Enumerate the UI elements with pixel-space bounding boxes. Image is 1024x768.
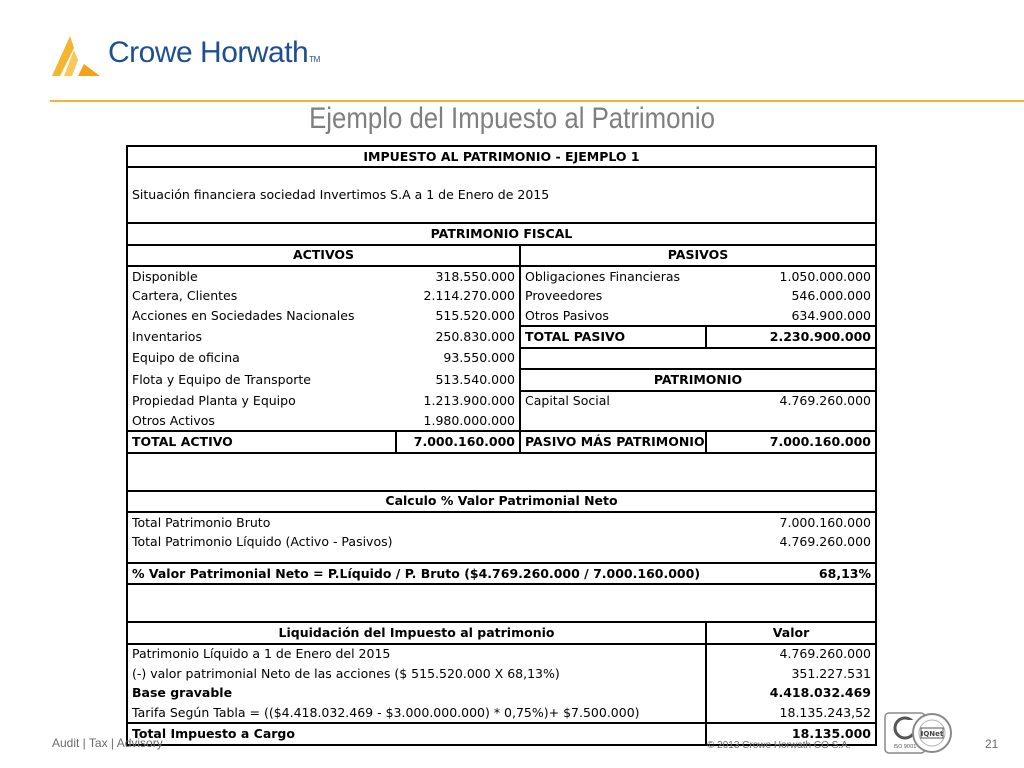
footer-tagline: Audit | Tax | Advisory	[52, 736, 163, 750]
total-pasivo-label: TOTAL PASIVO	[520, 326, 706, 347]
vpn-value: 68,13%	[706, 563, 875, 584]
pasivo-value: 1.050.000.000	[779, 268, 871, 284]
vpn-label: % Valor Patrimonial Neto = P.Líquido / P. Bruto ($4.769.260.000 / 7.000.160.000)	[128, 563, 706, 584]
activo-label: Cartera, Clientes	[132, 288, 238, 304]
total-activo-label: TOTAL ACTIVO	[128, 431, 396, 452]
table-row	[128, 512, 875, 532]
iqnet-certification-icon	[911, 712, 953, 754]
pasivo-label: Proveedores	[520, 287, 706, 306]
page-title: Ejemplo del Impuesto al Patrimonio	[309, 102, 715, 135]
activo-label: Disponible	[132, 268, 198, 284]
activo-value: 318.550.000	[435, 268, 515, 284]
liq-value: 4.769.260.000	[706, 644, 875, 664]
activo-value: 93.550.000	[443, 350, 515, 366]
pasivo-value	[706, 348, 875, 369]
pasivo-label: Obligaciones Financieras	[520, 266, 706, 286]
liq-label: Patrimonio Líquido a 1 de Enero del 2015	[132, 646, 391, 662]
total-pasivo-value: 2.230.900.000	[706, 326, 875, 347]
table-row	[128, 266, 875, 286]
bruto-label: Total Patrimonio Bruto	[132, 514, 271, 530]
activo-label: Propiedad Planta y Equipo	[132, 392, 296, 408]
liq-label: Base gravable	[132, 685, 233, 701]
table-row	[128, 369, 875, 390]
activo-label: Equipo de oficina	[132, 350, 240, 366]
table-row	[128, 532, 875, 551]
table-row	[128, 411, 875, 431]
table-heading: IMPUESTO AL PATRIMONIO - EJEMPLO 1	[128, 147, 875, 167]
liq-value: 351.227.531	[706, 664, 875, 683]
activo-value: 513.540.000	[435, 371, 515, 387]
total-cargo-value: 18.135.000	[706, 723, 875, 743]
activo-value: 1.980.000.000	[423, 412, 515, 428]
total-activo-value: 7.000.160.000	[396, 431, 520, 452]
crowe-horwath-logo-icon	[50, 34, 102, 78]
total-cargo-label: Total Impuesto a Cargo	[128, 723, 706, 743]
pasivo-label: Otros Pasivos	[520, 306, 706, 326]
table-row	[128, 683, 875, 702]
footer-copyright: © 2013 Crowe Horwath CO S.A.	[707, 740, 851, 751]
pasivos-header: PASIVOS	[520, 245, 875, 266]
pasivo-mas-patrimonio-label: PASIVO MÁS PATRIMONIO	[520, 431, 706, 452]
activos-header: ACTIVOS	[128, 245, 520, 266]
valor-header: Valor	[706, 622, 875, 643]
table-row	[128, 703, 875, 723]
spacer-row	[128, 584, 875, 622]
table-row	[128, 306, 875, 326]
activo-label: Inventarios	[132, 329, 202, 345]
tax-example-table	[126, 145, 877, 746]
liq-value: 18.135.243,52	[706, 703, 875, 723]
activo-value: 250.830.000	[435, 329, 515, 345]
calc-header: Calculo % Valor Patrimonial Neto	[128, 491, 875, 512]
situation-text: Situación financiera sociedad Invertimos S.A a 1 de Enero de 2015	[128, 167, 875, 223]
activo-value: 1.213.900.000	[423, 392, 515, 408]
pasivo-label	[520, 348, 706, 369]
liquido-value: 4.769.260.000	[779, 534, 871, 550]
pasivo-label	[520, 411, 706, 431]
table-row	[128, 348, 875, 369]
activo-value: 2.114.270.000	[423, 288, 515, 304]
company-logo	[50, 34, 330, 84]
brand-name: Crowe Horwath	[108, 36, 309, 69]
iso-cert-text: ISO 9001	[893, 744, 917, 750]
table-row	[128, 664, 875, 683]
pasivo-value	[706, 411, 875, 431]
table-row	[128, 391, 875, 411]
activo-label: Flota y Equipo de Transporte	[132, 371, 311, 387]
vpn-row	[128, 563, 875, 584]
table-row	[128, 287, 875, 306]
spacer-row	[128, 552, 875, 563]
page-number: 21	[985, 737, 999, 751]
activo-value: 515.520.000	[435, 308, 515, 324]
liq-label: (-) valor patrimonial Neto de las acciones ($ 515.520.000 X 68,13%)	[132, 665, 560, 681]
pasivo-value: 634.900.000	[706, 306, 875, 326]
activo-label: Otros Activos	[132, 412, 215, 428]
liq-header: Liquidación del Impuesto al patrimonio	[128, 622, 706, 643]
liq-value: 4.418.032.469	[706, 683, 875, 702]
fiscal-header: PATRIMONIO FISCAL	[128, 223, 875, 244]
pasivo-label: Capital Social	[520, 391, 706, 411]
brand-trademark: TM	[309, 55, 320, 64]
activo-label: Acciones en Sociedades Nacionales	[132, 308, 355, 324]
totals-row	[128, 431, 875, 452]
patrimonio-header: PATRIMONIO	[520, 369, 875, 390]
table-row	[128, 644, 875, 664]
liq-label: Tarifa Según Tabla = (($4.418.032.469 - $3.000.000.000) * 0,75%)+ $7.500.000)	[132, 704, 640, 720]
bruto-value: 7.000.160.000	[779, 514, 871, 530]
pasivo-value: 4.769.260.000	[779, 393, 871, 409]
spacer-row	[128, 453, 875, 491]
pasivo-value: 546.000.000	[791, 288, 871, 304]
liquido-label: Total Patrimonio Líquido (Activo - Pasivos)	[132, 534, 393, 550]
iqnet-cert-text: IQNet	[920, 730, 944, 738]
table-row	[128, 326, 875, 347]
pasivo-mas-patrimonio-value: 7.000.160.000	[706, 431, 875, 452]
